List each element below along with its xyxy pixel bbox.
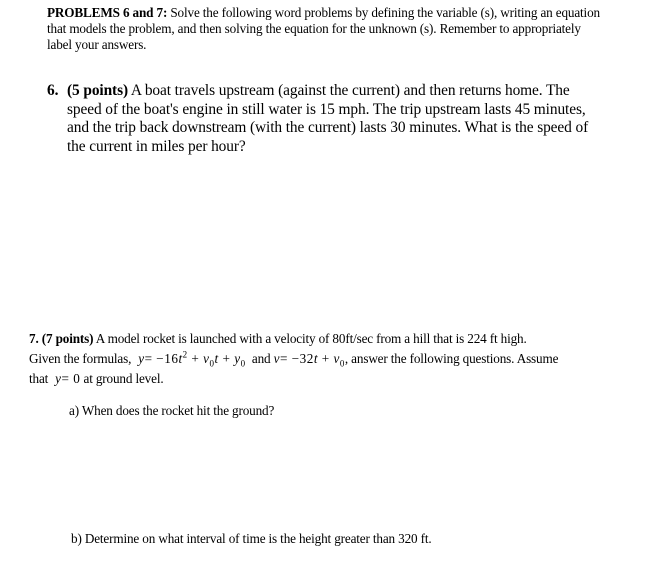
problem-6-points: (5 points) bbox=[67, 82, 128, 99]
formula-equals: = −32 bbox=[279, 351, 314, 366]
formula-v-lhs: v bbox=[273, 351, 280, 366]
assumption-prefix: that bbox=[29, 371, 49, 386]
formula-v-subscript: 0 bbox=[209, 358, 215, 369]
formula-v0: v bbox=[333, 351, 340, 366]
ground-level-formula bbox=[51, 371, 80, 386]
formula-exponent: 2 bbox=[182, 349, 188, 360]
formula-v: v bbox=[203, 351, 210, 366]
height-formula bbox=[134, 349, 246, 369]
formula-y-subscript: 0 bbox=[240, 358, 246, 369]
formula-t: t bbox=[214, 351, 219, 366]
instructions-heading: PROBLEMS 6 and 7: bbox=[47, 5, 168, 20]
formula-equals-zero: = 0 bbox=[61, 371, 81, 386]
problem-7 bbox=[29, 329, 629, 389]
problem-6 bbox=[47, 82, 607, 156]
formulas-and: and bbox=[251, 351, 271, 366]
problem-7-line-3 bbox=[29, 369, 629, 389]
formula-t: t bbox=[178, 351, 183, 366]
formulas-intro: Given the formulas, bbox=[29, 351, 132, 366]
formula-y: y bbox=[55, 371, 62, 386]
formula-equals: = −16 bbox=[144, 351, 179, 366]
formula-y0: y bbox=[234, 351, 241, 366]
problem-7-line-1-text: A model rocket is launched with a velocity of 80ft/sec from a hill that is 224 ft high. bbox=[95, 331, 527, 346]
instructions-paragraph bbox=[47, 5, 607, 53]
problem-6-text-rest: speed of the boat's engine in still water is 15 mph. The trip upstream lasts 45 minutes, and the trip back downstream (with the current) lasts 30 minutes. What is the speed of the current in miles per hour? bbox=[67, 100, 589, 155]
problem-7-line-2 bbox=[29, 349, 629, 369]
formula-plus: + bbox=[318, 351, 334, 366]
problem-6-text-first: A boat travels upstream (against the current) and then returns home. The bbox=[130, 82, 570, 99]
velocity-formula bbox=[273, 351, 345, 369]
formula-v-subscript: 0 bbox=[339, 358, 345, 369]
formula-plus: + bbox=[218, 351, 235, 366]
assumption-suffix: at ground level. bbox=[83, 371, 164, 386]
instructions-text: Solve the following word problems by defining the variable (s), writing an equation that models the problem, and then solving the equation for the unknown (s). Remember to appropriately label your answers. bbox=[47, 5, 600, 52]
formulas-suffix: , answer the following questions. Assume bbox=[344, 351, 559, 366]
formula-y: y bbox=[138, 351, 145, 366]
question-a: a) When does the rocket hit the ground? bbox=[69, 403, 275, 418]
problem-7-line-1 bbox=[29, 329, 629, 349]
question-b: b) Determine on what interval of time is the height greater than 320 ft. bbox=[71, 531, 432, 546]
problem-6-number: 6. bbox=[47, 82, 59, 99]
problem-7-number-points: 7. (7 points) bbox=[29, 331, 94, 346]
formula-plus: + bbox=[187, 351, 204, 366]
formula-t: t bbox=[313, 351, 318, 366]
